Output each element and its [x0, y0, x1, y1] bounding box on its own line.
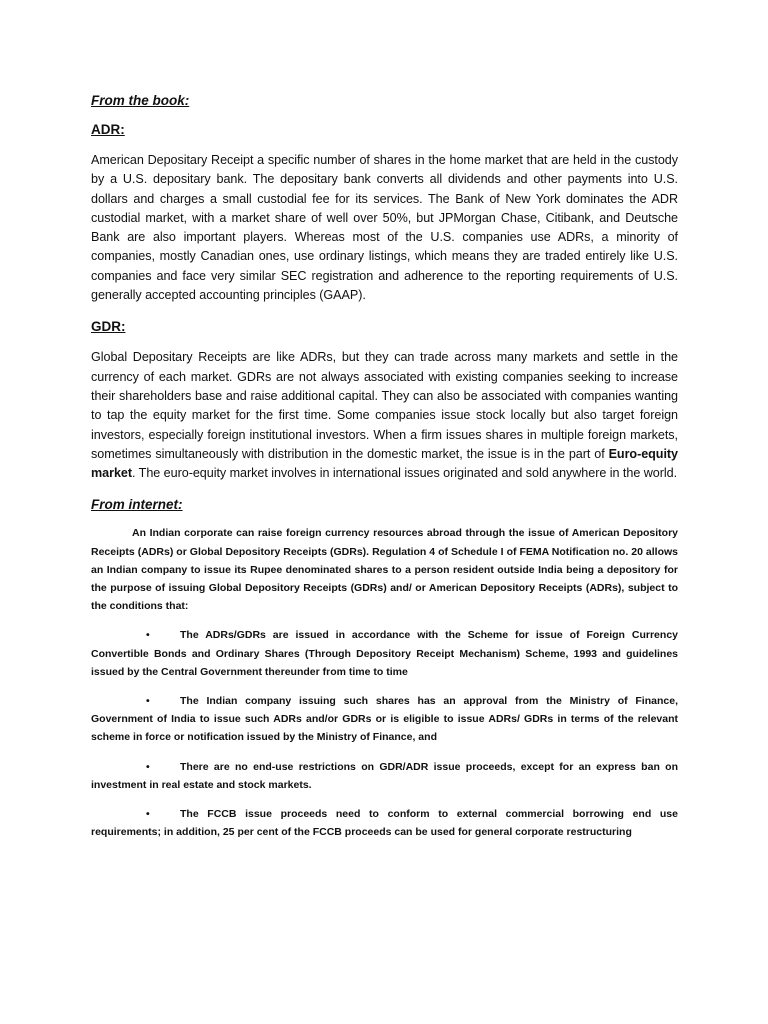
gdr-paragraph-text: Global Depositary Receipts are like ADRs, but they can trade across many markets and settle in the currency of each market. GDRs are not always associated with existing companies seeking to increase their shareholders base and raise additional capital. They can also be associated with companies wanting to tap the equity market for the first time. Some companies issue stock locally but also target foreign investors, especially foreign institutional investors. When a firm issues shares in multiple foreign markets, sometimes simultaneously with distribution in the domestic market, the issue is in the part of — [91, 350, 678, 461]
condition-bullet-item — [91, 692, 678, 747]
internet-paragraph: An Indian corporate can raise foreign currency resources abroad through the issue of American Depository Receipts (ADRs) or Global Depository Receipts (GDRs). Regulation 4 of Schedule I of FEMA Notification no. 20 allows an Indian company to issue its Rupee denominated shares to a person resident outside India being a depository for the purpose of issuing Global Depository Receipts (GDRs) and/ or American Depository Receipts (ADRs), subject to the conditions that: — [91, 527, 678, 613]
gdr-heading: GDR: — [91, 319, 126, 335]
adr-heading: ADR: — [91, 122, 125, 137]
document-page — [91, 92, 678, 842]
bullet-icon: • — [146, 629, 150, 642]
gdr-paragraph-text-end: . The euro-equity market involves in international issues originated and sold anywhere in the world. — [132, 466, 678, 481]
bullet-icon: • — [146, 695, 150, 708]
condition-bullet-item — [91, 626, 678, 681]
condition-bullet-item — [91, 805, 678, 841]
euro-equity-market-term: Euro-equity market — [91, 446, 678, 481]
condition-bullet-text: There are no end-use restrictions on GDR/ADR issue proceeds, except for an express ban on investment in real estate and stock markets. — [91, 760, 678, 791]
adr-paragraph: American Depositary Receipt a specific number of shares in the home market that are held in the custody by a U.S. depositary bank. The depositary bank converts all dividends and other payments into U.S. dollars and charges a small custodial fee for its services. The Bank of New York dominates the ADR custodial market, with a market share of well over 50%, but JPMorgan Chase, Citibank, and Deutsche Bank are also important players. Whereas most of the U.S. companies use ADRs, a minority of companies, mostly Canadian ones, use ordinary listings, which means they are traded entirely like U.S. companies and face very similar SEC registration and adherence to the reporting requirements of U.S. generally accepted accounting principles (GAAP). — [91, 153, 678, 303]
condition-bullet-item — [91, 758, 678, 794]
bullet-icon: • — [146, 760, 150, 773]
condition-bullet-text: The FCCB issue proceeds need to conform to external commercial borrowing end use requirements; in addition, 25 per cent of the FCCB proceeds can be used for general corporate restructuring — [91, 808, 678, 839]
from-internet-heading: From internet: — [91, 497, 183, 513]
from-book-heading: From the book: — [91, 93, 190, 108]
condition-bullet-text: The Indian company issuing such shares has an approval from the Ministry of Finance, Government of India to issue such ADRs and/or GDRs or is eligible to issue ADRs/ GDRs in terms of the relevant scheme in force or notification issued by the Ministry of Finance, and — [91, 695, 678, 744]
condition-bullet-text: The ADRs/GDRs are issued in accordance with the Scheme for issue of Foreign Currency Convertible Bonds and Ordinary Shares (Through Depository Receipt Mechanism) Scheme, 1993 and guidelines issued by the Central Government thereunder from time to time — [91, 629, 678, 678]
bullet-icon: • — [146, 808, 150, 821]
gdr-paragraph — [91, 348, 678, 483]
